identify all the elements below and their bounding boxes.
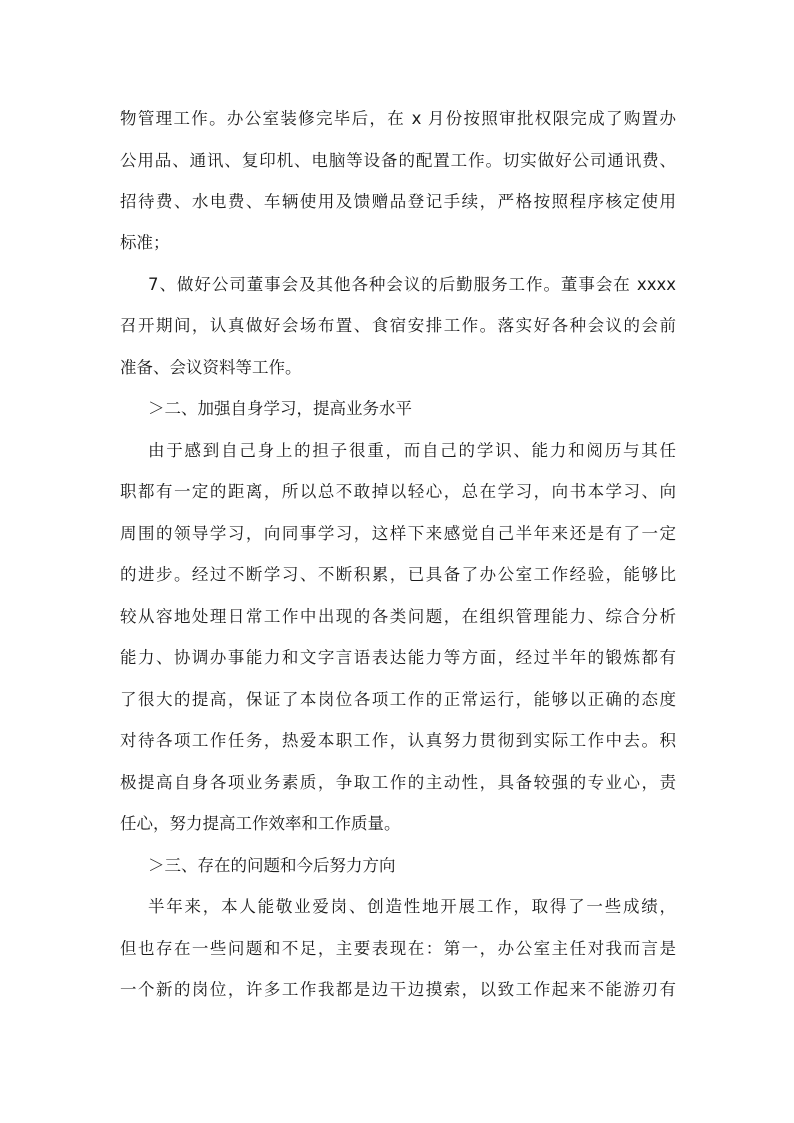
paragraph-line: 招待费、水电费、车辆使用及馈赠品登记手续，严格按照程序核定使用 <box>120 192 676 211</box>
section-heading: ＞二、加强自身学习，提高业务水平 <box>148 399 412 418</box>
paragraph-line: 周围的领导学习，向同事学习，这样下来感觉自己半年来还是有了一定 <box>120 524 676 543</box>
paragraph-line: 一个新的岗位，许多工作我都是边干边摸索，以致工作起来不能游刃有 <box>120 980 676 999</box>
paragraph-line: 公用品、通讯、复印机、电脑等设备的配置工作。切实做好公司通讯费、 <box>120 151 676 170</box>
paragraph-line: 职都有一定的距离，所以总不敢掉以轻心，总在学习，向书本学习、向 <box>120 482 676 501</box>
paragraph-line: 能力、协调办事能力和文字言语表达能力等方面，经过半年的锻炼都有 <box>120 648 676 667</box>
paragraph-line: 由于感到自己身上的担子很重，而自己的学识、能力和阅历与其任 <box>148 441 676 460</box>
paragraph-line: 较从容地处理日常工作中出现的各类问题，在组织管理能力、综合分析 <box>120 607 676 626</box>
paragraph-line: 物管理工作。办公室装修完毕后，在 x 月份按照审批权限完成了购置办 <box>120 109 676 128</box>
paragraph-line: 半年来，本人能敬业爱岗、创造性地开展工作，取得了一些成绩， <box>148 897 676 916</box>
paragraph-line: 对待各项工作任务，热爱本职工作，认真努力贯彻到实际工作中去。积 <box>120 731 676 750</box>
paragraph-line: 了很大的提高，保证了本岗位各项工作的正常运行，能够以正确的态度 <box>120 690 676 709</box>
paragraph-line: 的进步。经过不断学习、不断积累，已具备了办公室工作经验，能够比 <box>120 565 676 584</box>
section-heading: ＞三、存在的问题和今后努力方向 <box>148 856 396 875</box>
paragraph-line: 标准； <box>120 233 170 252</box>
paragraph-line: 任心，努力提高工作效率和工作质量。 <box>120 814 401 833</box>
paragraph-line: 7、做好公司董事会及其他各种会议的后勤服务工作。董事会在 xxxx <box>148 275 676 294</box>
paragraph-line: 准备、会议资料等工作。 <box>120 358 302 377</box>
paragraph-line: 召开期间，认真做好会场布置、食宿安排工作。落实好各种会议的会前 <box>120 316 676 335</box>
paragraph-line: 但也存在一些问题和不足，主要表现在：第一，办公室主任对我而言是 <box>120 939 676 958</box>
paragraph-line: 极提高自身各项业务素质，争取工作的主动性，具备较强的专业心，责 <box>120 773 676 792</box>
